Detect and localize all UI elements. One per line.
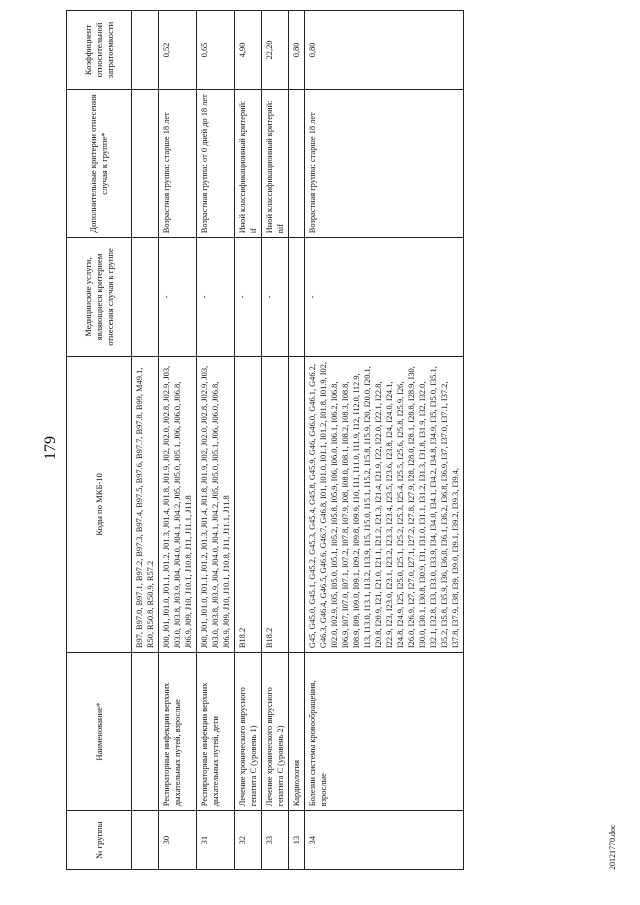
coefficient bbox=[132, 11, 159, 90]
table-row bbox=[235, 11, 262, 870]
coefficient: 0,80 bbox=[305, 11, 464, 90]
medical-service: - bbox=[305, 238, 464, 356]
medical-service: - bbox=[159, 238, 197, 356]
icd-codes bbox=[289, 356, 305, 652]
table-row bbox=[305, 11, 464, 870]
icd-codes: G45, G45.0, G45.1, G45.2, G45.3, G45.4, G45.8, G45.9, G46, G46.0, G46.1, G46.2, G46.3, G46.4, G46.5, G46.6, G46.7, G46.8, I01, I01.0, I01.1, I01.2, I01.8, I01.9, I02, I02.0, I02.9, I05, I05.0, I05.1, I05.2, I05.8, I05.9, I06, I06.0, I06.1, I06.2, I06.8, I06.9, I07, I07.0, I07.1, I07.2, I07.8, I07.9, I08, I08.0, I08.1, I08.2, I08.3, I08.8, I08.9, I09, I09.0, I09.1, I09.2, I09.8, I09.9, I10, I11, I11.0, I11.9, I12, I12.0, I12.9, I13, I13.0, I13.1, I13.2, I13.9, I15, I15.0, I15.1, I15.2, I15.8, I15.9, I20, I20.0, I20.1, I20.8, I20.9, I21, I21.0, I21.1, I21.2, I21.3, I21.4, I21.9, I22, I22.0, I22.1, I22.8, I22.9, I23, I23.0, I23.1, I23.2, I23.3, I23.4, I23.5, I23.6, I23.8, I24, I24.0, I24.1, I24.8, I24.9, I25, I25.0, I25.1, I25.2, I25.3, I25.4, I25.5, I25.6, I25.8, I25.9, I26, I26.0, I26.9, I27, I27.0, I27.1, I27.2, I27.8, I27.9, I28, I28.0, I28.1, I28.8, I28.9, I30, I30.0, I30.1, I30.8, I30.9, I31, I31.0, I31.1, I31.2, I31.3, I31.8, I31.9, I32, I32.0, I32.1, I32.8, I33, I33.0, I33.9, I34, I34.0, I34.1, I34.2, I34.8, I34.9, I35, I35.0, I35.1, I35.2, I35.8, I35.9, I36, I36.0, I36.1, I36.2, I36.8, I36.9, I37, I37.0, I37.1, I37.2, I37.8, I37.9, I38, I39, I39.0, I39.1, I39.2, I39.3, I39.4, bbox=[305, 356, 464, 652]
group-number: 13 bbox=[289, 811, 305, 870]
group-number: 31 bbox=[197, 811, 235, 870]
criteria: Возрастная группа: старше 18 лет bbox=[305, 89, 464, 237]
table-row bbox=[289, 11, 305, 870]
group-number: 30 bbox=[159, 811, 197, 870]
document-footer: 20121770.doc bbox=[608, 824, 617, 870]
group-number: 33 bbox=[262, 811, 289, 870]
criteria bbox=[132, 89, 159, 237]
group-number bbox=[132, 811, 159, 870]
medical-service bbox=[132, 238, 159, 356]
header-group-number: № группы bbox=[67, 811, 132, 870]
group-name: Респираторные инфекции верхних дыхательных путей, взрослые bbox=[159, 653, 197, 811]
group-number: 32 bbox=[235, 811, 262, 870]
table-header-row bbox=[67, 11, 132, 870]
medical-service bbox=[289, 238, 305, 356]
header-medical-services: Медицинские услуги, являющиеся критерием отнесения случая к группе bbox=[67, 238, 132, 356]
coefficient: 4,90 bbox=[235, 11, 262, 90]
document-page bbox=[28, 0, 628, 880]
group-name: Лечение хронического вирусного гепатита C (уровень 1) bbox=[235, 653, 262, 811]
coefficient: 0,65 bbox=[197, 11, 235, 90]
tariff-groups-table bbox=[66, 10, 464, 870]
header-name: Наименование* bbox=[67, 653, 132, 811]
coefficient: 22,20 bbox=[262, 11, 289, 90]
coefficient: 0,80 bbox=[289, 11, 305, 90]
coefficient: 0,52 bbox=[159, 11, 197, 90]
group-name: Болезни системы кровообращения, взрослые bbox=[305, 653, 464, 811]
header-coefficient: Коэффициент относительной затратоемкости bbox=[67, 11, 132, 90]
criteria: Возрастная группа: старше 18 лет bbox=[159, 89, 197, 237]
icd-codes: J00, J01, J01.0, J01.1, J01.2, J01.3, J01.4, J01.8, J01.9, J02, J02.0, J02.8, J02.9, J03, J03.0, J03.8, J03.9, J04, J04.0, J04.1, J04.2, J05, J05.0, J05.1, J06, J06.0, J06.8, J06.9, J09, J10, J10.1, J10.8, J11, J11.1, J11.8 bbox=[197, 356, 235, 652]
table-row bbox=[159, 11, 197, 870]
criteria bbox=[289, 89, 305, 237]
icd-codes: B97, B97.0, B97.1, B97.2, B97.3, B97.4, B97.5, B97.6, B97.7, B97.8, B99, M49.1, R50, R50.8, R50.9, R57.2 bbox=[132, 356, 159, 652]
table-row bbox=[262, 11, 289, 870]
group-name: Кардиология bbox=[289, 653, 305, 811]
criteria: Иной классификационный критерий: nif bbox=[262, 89, 289, 237]
group-name: Респираторные инфекции верхних дыхательных путей, дети bbox=[197, 653, 235, 811]
group-name bbox=[132, 653, 159, 811]
table-row bbox=[132, 11, 159, 870]
medical-service: - bbox=[235, 238, 262, 356]
criteria: Возрастная группа: от 0 дней до 18 лет bbox=[197, 89, 235, 237]
medical-service: - bbox=[262, 238, 289, 356]
header-icd-codes: Коды по МКБ-10 bbox=[67, 356, 132, 652]
icd-codes: B18.2 bbox=[262, 356, 289, 652]
icd-codes: B18.2 bbox=[235, 356, 262, 652]
group-number: 34 bbox=[305, 811, 464, 870]
medical-service: - bbox=[197, 238, 235, 356]
header-additional-criteria: Дополнительные критерии отнесения случая к группе* bbox=[67, 89, 132, 237]
criteria: Иной классификационный критерий: if bbox=[235, 89, 262, 237]
page-number: 179 bbox=[42, 436, 59, 460]
table-row bbox=[197, 11, 235, 870]
group-name: Лечение хронического вирусного гепатита C (уровень 2) bbox=[262, 653, 289, 811]
icd-codes: J00, J01, J01.0, J01.1, J01.2, J01.3, J01.4, J01.8, J01.9, J02, J02.0, J02.8, J02.9, J03, J03.0, J03.8, J03.9, J04, J04.0, J04.1, J04.2, J05, J05.0, J05.1, J06, J06.0, J06.8, J06.9, J09, J10, J10.1, J10.8, J11, J11.1, J11.8 bbox=[159, 356, 197, 652]
